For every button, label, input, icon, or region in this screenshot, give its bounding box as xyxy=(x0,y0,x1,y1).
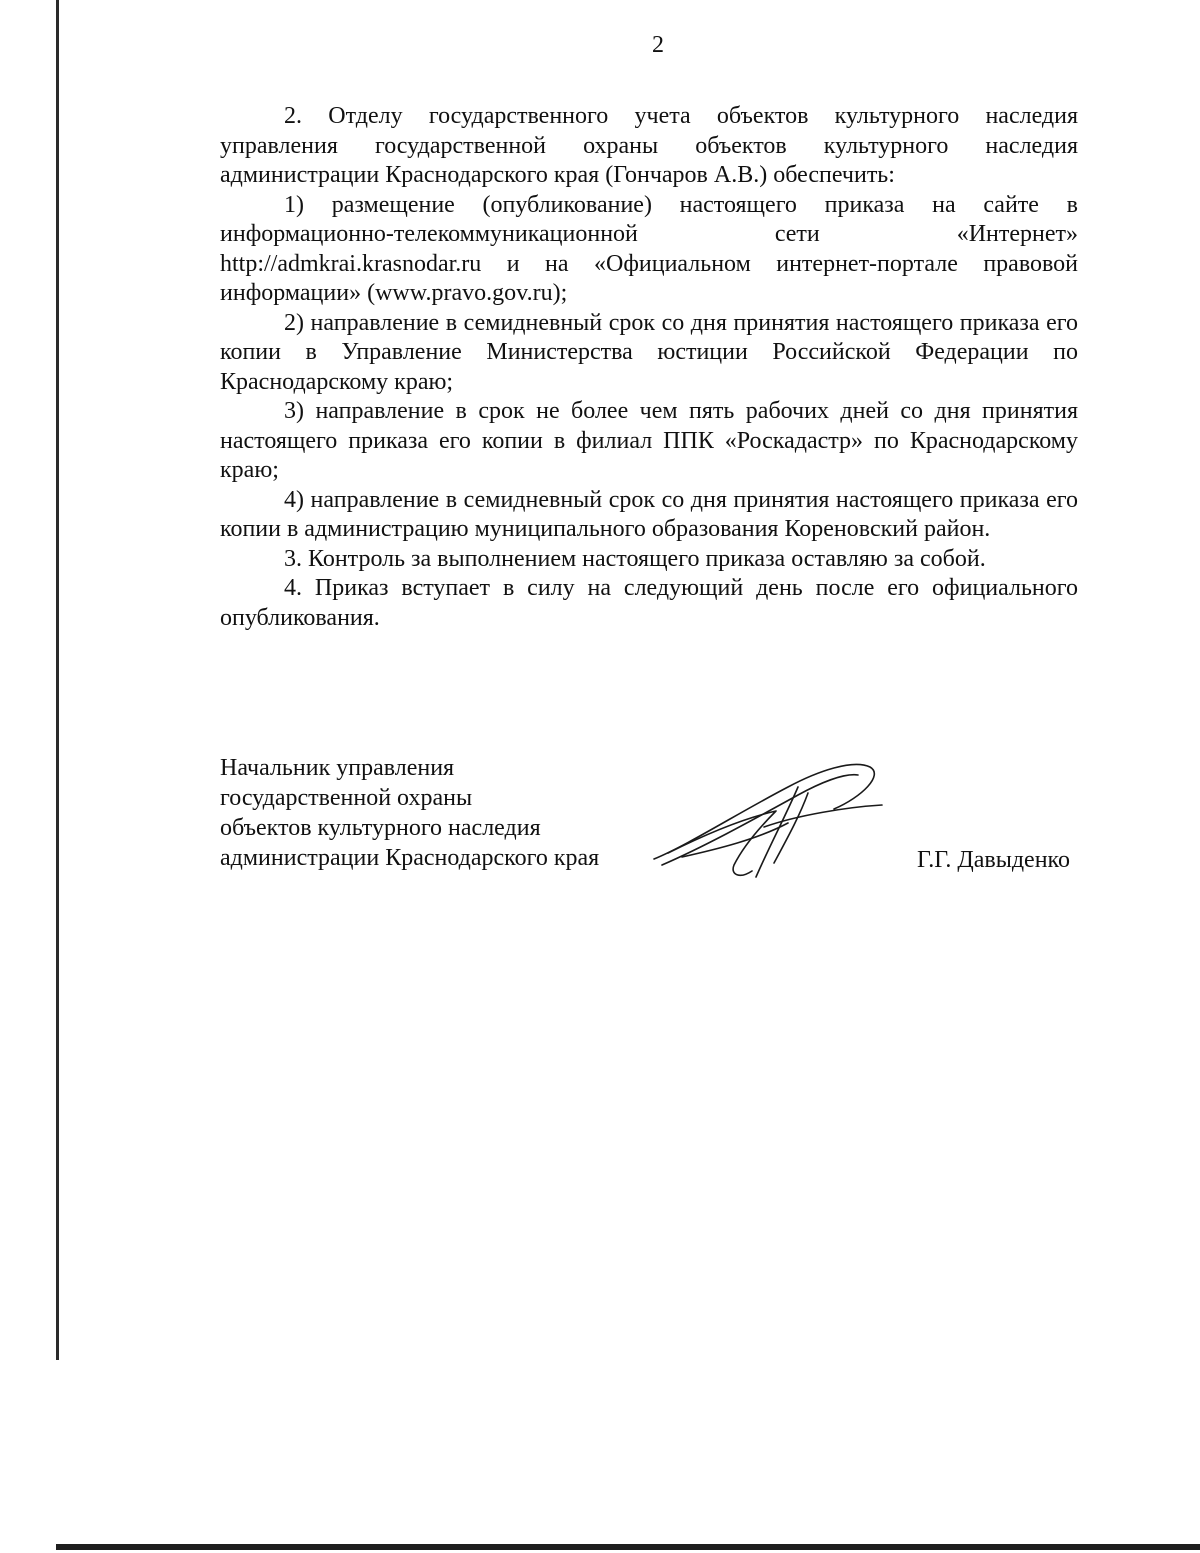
signatory-position-line: объектов культурного наследия xyxy=(220,815,541,841)
page-number: 2 xyxy=(652,32,664,58)
signatory-position-line: администрации Краснодарского края xyxy=(220,845,600,871)
signatory-name: Г.Г. Давыденко xyxy=(917,847,1070,873)
paragraph-subitem-3: 3) направление в срок не более чем пять рабочих дней со дня принятия настоящего приказа его копии в филиал ППК «Роскадастр» по Краснодарскому краю; xyxy=(220,398,1078,483)
scan-edge-left xyxy=(56,0,59,1360)
paragraph-subitem-2: 2) направление в семидневный срок со дня принятия настоящего приказа его копии в Управление Министерства юстиции Российской Федерации по Краснодарскому краю; xyxy=(220,309,1078,395)
order-body xyxy=(220,102,1078,633)
scan-edge-bottom xyxy=(56,1544,1200,1550)
paragraph-subitem-4: 4) направление в семидневный срок со дня принятия настоящего приказа его копии в администрацию муниципального образования Кореновский район. xyxy=(220,486,1078,542)
paragraph-item-2: 2. Отделу государственного учета объектов культурного наследия управления государственной охраны объектов культурного наследия администрации Краснодарского края (Гончаров А.В.) обеспечить: xyxy=(220,103,1078,188)
paragraph-item-4: 4. Приказ вступает в силу на следующий день после его официального опубликования. xyxy=(220,575,1078,631)
handwritten-signature xyxy=(648,753,888,893)
signatory-position xyxy=(220,753,599,873)
signatory-position-line: Начальник управления xyxy=(220,755,455,781)
paragraph-item-3: 3. Контроль за выполнением настоящего приказа оставляю за собой. xyxy=(284,545,986,572)
signature-block xyxy=(220,753,1080,893)
signatory-position-line: государственной охраны xyxy=(220,785,473,811)
paragraph-subitem-1: 1) размещение (опубликование) настоящего приказа на сайте в информационно-телекоммуникационной сети «Интернет» http://admkrai.krasnodar.ru и на «Официальном интернет-портале правовой информации» (www.pravo.gov.ru); xyxy=(220,191,1078,306)
